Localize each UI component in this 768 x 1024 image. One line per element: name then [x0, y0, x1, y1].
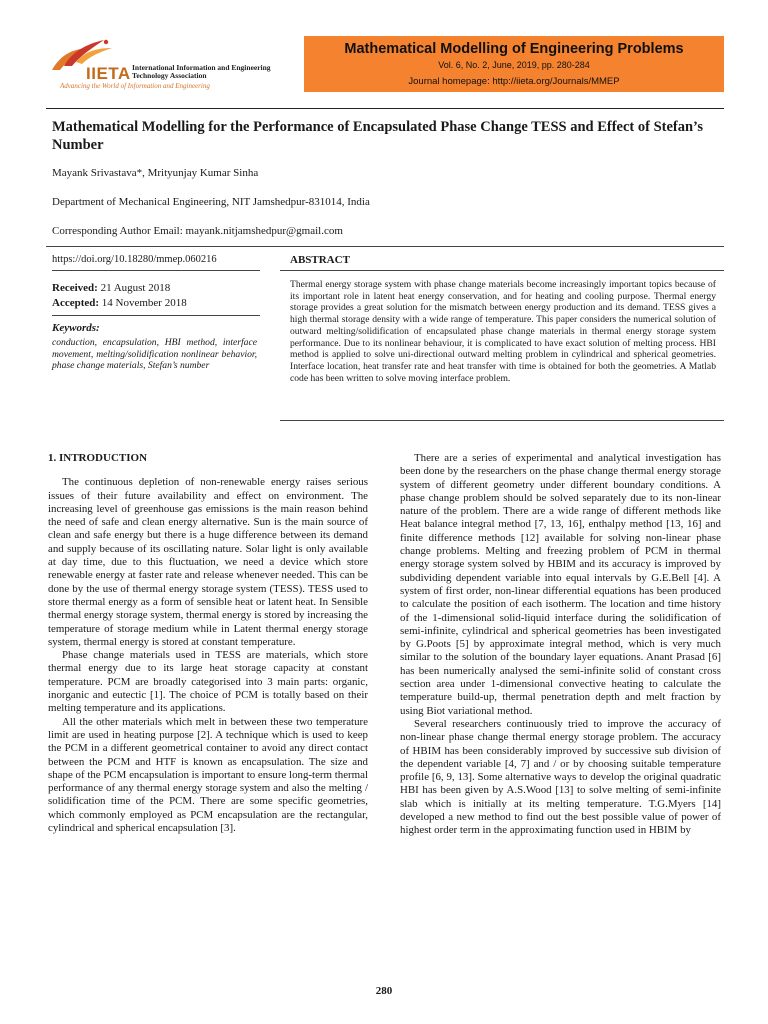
paragraph: The continuous depletion of non-renewable energy raises serious issues of their future availability and effect on environment. The increasing level of greenhouse gas emissions is the main reason behind the need of safe and clean energy alternative. Sun is the main source of clean and safe energy but there is a huge difference between its demand and supply because of its oscillating nature. Solar light is only available at day time, due to this fluctuation, we need a device which store renewable energy at faster rate and release whenever needed. This can be done by the use of thermal energy storage system (TESS). TESS used to store thermal energy as a form of sensible heat or latent heat. In Sensible thermal energy storage system, thermal energy is stored by increasing the temperature of storage medium while in Latent thermal energy storage system, thermal energy is stored at constant temperature.	[48, 476, 368, 648]
paragraph: Phase change materials used in TESS are materials, which store thermal energy due to its large heat storage capacity at constant temperature. PCM are broadly categorised into 3 main parts: organic, inorganic and eutectic [1]. The choice of PCM is totally based on their melting temperature and its applications.	[48, 649, 368, 715]
section-heading: 1. INTRODUCTION	[48, 452, 148, 464]
doi-divider	[52, 270, 260, 271]
article-title: Mathematical Modelling for the Performance of Encapsulated Phase Change TESS and Effect of Stefan’s Number	[52, 119, 703, 153]
received-date: 21 August 2018	[100, 282, 171, 294]
doi-link[interactable]: https://doi.org/10.18280/mmep.060216	[52, 254, 217, 265]
accepted-date: 14 November 2018	[101, 297, 187, 309]
abstract-text: Thermal energy storage system with phase change materials become increasingly important topics because of its important role in latent heat energy conservation, and for heating and cooling purpose. Thermal energy storage provides a great solution for the mismatch between energy production and its demand. TESS gives a high thermal storage density with a wide range of temperature. This paper considers the numerical solution of outward melting/solidification of encapsulated phase change materials in thermal energy storage system performance. Due to its nonlinear behaviour, it is complicated to have exact solution of melting process. HBI method is applied to solve uni-directional outward melting problem in cylindrical and spherical geometries. Interface location, heat transfer rate and heat transfer with time is obtained for both the geometries. A Matlab code has been written to solve moving interface problem.	[290, 279, 716, 384]
title-divider	[46, 246, 724, 247]
header-divider	[46, 108, 724, 109]
logo-tagline: Advancing the World of Information and Engineering	[60, 82, 210, 90]
paragraph: Several researchers continuously tried to improve the accuracy of non-linear phase change thermal energy storage problem. The accuracy of HBIM has been considerably improved by successive sub division of the dependent variable [4, 7] and / or by choosing suitable temperature profile [6, 9, 13]. Some alternative ways to develop the original quadratic HBI has been given by A.S.Wood [13] to solve melting of semi-infinite slab which is initially at its melting temperature. T.G.Myers [14] developed a new method to find out the best possible value of power of highest order term in the approximating function used in HBIM by	[400, 717, 721, 837]
left-column	[48, 452, 368, 835]
logo-organization: International Information and Engineering Technology Association	[132, 63, 271, 80]
iieta-logo	[46, 36, 271, 94]
volume-info: Vol. 6, No. 2, June, 2019, pp. 280-284	[438, 60, 590, 70]
author-list: Mayank Srivastava*, Mrityunjay Kumar Sinha	[52, 167, 259, 179]
keywords-heading: Keywords:	[52, 322, 100, 334]
affiliation: Department of Mechanical Engineering, NIT Jamshedpur-831014, India	[52, 196, 370, 208]
corresponding-email[interactable]: Corresponding Author Email: mayank.nitjamshedpur@gmail.com	[52, 225, 343, 237]
accepted-label: Accepted:	[52, 297, 100, 309]
journal-title: Mathematical Modelling of Engineering Problems	[344, 41, 684, 57]
journal-banner	[304, 36, 724, 92]
right-column	[400, 452, 721, 838]
logo-wordmark: IIETA	[86, 64, 131, 83]
abstract-heading: ABSTRACT	[290, 254, 350, 266]
keywords-list: conduction, encapsulation, HBI method, interface movement, melting/solidification nonlinear behavior, phase change materials, Stefan’s number	[52, 337, 257, 372]
paragraph: All the other materials which melt in between these two temperature limit are used in heating purpose [2]. A technique which is used to keep the PCM in a different geometrical container to avoid any direct contact between the PCM and HTF is known as encapsulation. The size and shape of the PCM encapsulation is important to ensure long-term thermal performance of any thermal energy storage system and also the melting / solidification time of the PCM. There are some specific geometries, which commonly employed as PCM encapsulation are the rectangular, cylindrical and spherical encapsulation [3].	[48, 715, 368, 835]
page-number: 280	[375, 985, 393, 997]
paragraph: There are a series of experimental and analytical investigation has been done by the researchers on the phase change thermal energy storage system of different geometry under different boundary conditions. A phase change problem should be solved separately due to its non-linear nature of the problem. There are a wide range of different methods like Heat balance integral method [7, 13, 16], enthalpy method [13, 16] and finite difference methods [12] available for solving non-linear phase change problems. Melting and freezing problem of PCM in thermal energy storage system solved by HBIM and its accuracy is improved by subdividing dependent variable into equal intervals by G.E.Bell [4]. A system of first order, non-linear differential equations has been produced to calculate the position of each isotherm. The location and time history of the 1-dimensional solid-liquid interface during the solidification of semi-infinite, cylindrical and spherical geometries has been investigated by G.Poots [5] by approximate integral method, which is very much similar to the solution of the boundary layer equations. Anant Prasad [6] has been numerically analysed the semi-infinite solid of constant cross section area under 1-dimensional convective heating to calculate the temperature build-up, thermal penetration depth and melt fraction by using Biot variational method.	[400, 452, 721, 717]
abstract-bottom-divider	[280, 420, 724, 421]
received-label: Received:	[52, 282, 98, 294]
journal-homepage-link[interactable]: Journal homepage: http://iieta.org/Journals/MMEP	[408, 76, 620, 87]
dates-divider	[52, 315, 260, 316]
dates-block	[52, 281, 187, 311]
abstract-divider	[280, 270, 724, 271]
